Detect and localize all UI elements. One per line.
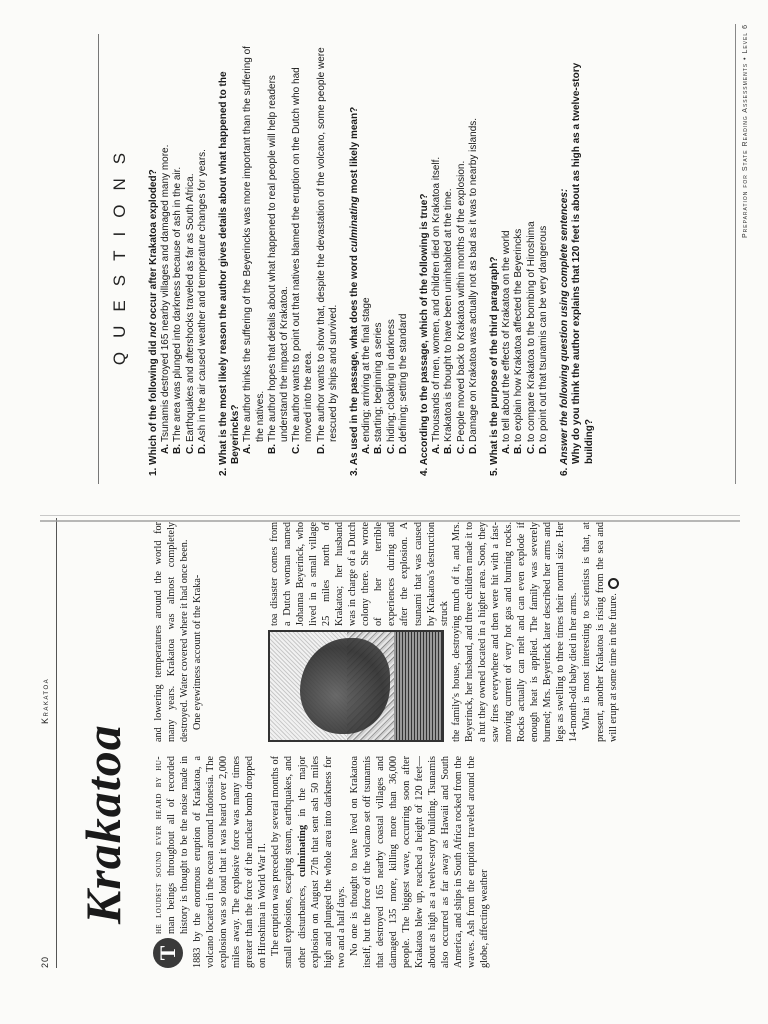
paragraph-2-end: in the major explosion on August 27th that sent ash 50 miles high and plunged the whole area into darkness for two and a half days. <box>296 755 347 968</box>
question-list <box>148 36 605 476</box>
answer-option[interactable]: C.Earthquakes and aftershocks traveled as far as South Africa. <box>184 173 196 454</box>
answer-option[interactable]: A.The author thinks the suffering of the Beyerincks was more important than the suffering of the natives. <box>242 46 266 454</box>
question-1 <box>148 36 209 476</box>
article-title: Krakatoa <box>75 724 131 924</box>
article-column-2-beside-photo <box>268 522 451 626</box>
article-column-2-top <box>152 522 204 742</box>
lead-in-smallcaps: he loudest sound ever heard by hu- <box>153 756 164 934</box>
answer-option[interactable]: A.Tsunamis destroyed 165 nearby villages and damaged many more. <box>160 144 172 454</box>
article-paragraph-2 <box>269 756 347 968</box>
answer-option[interactable]: D.to point out that tsunamis can be very dangerous <box>537 225 549 454</box>
question-2 <box>218 36 340 476</box>
answer-option[interactable]: C.The author wants to point out that natives blamed the eruption on the Dutch who had moved into the area. <box>291 67 315 454</box>
page-footer: Preparation for State Reading Assessments • Level 6 <box>742 24 749 239</box>
question-stem: 2. What is the most likely reason the author gives details about what happened to the Beyerincks? <box>218 71 242 476</box>
article-paragraph-3: No one is thought to have lived on Krakatoa itself, but the force of the volcano set off tsunamis that destroyed 165 nearby coastal villages and damaged 135 more, killing more than 36,000 people. The biggest wave, occurring soon after Krakatoa blew up, reached a height of 120 feet—about as high as a twelve-story building. Tsunamis also occurred as far away as Hawaii and South America, and ships in South Africa rocked from the waves. Ash from the eruption traveled around the globe, affecting weather <box>348 756 491 968</box>
article-column-1 <box>152 756 491 968</box>
question-stem: 4. According to the passage, which of the following is true? <box>419 193 431 476</box>
answer-option[interactable]: D.The author wants to show that, despite the devastation of the volcano, some people were rescued by ships and survived. <box>315 47 339 454</box>
paragraph-5-text: What is most interesting to scientists is that, at present, another Krakatoa is rising from the sea and will erupt at some time in the future. <box>581 522 619 742</box>
answer-option[interactable]: A.ending; arriving at the final stage <box>361 297 373 454</box>
end-of-article-icon <box>608 578 619 589</box>
paragraph-4-continued: toa disaster comes from a Dutch woman named Johanna Beyerinck, who lived in a small village 25 miles north of Krakatoa; her husband was in charge of a Dutch colony there. She wrote of her terrible experiences during and after the explosion. A tsunami that was caused by Krakatoa's destruction struck <box>269 522 450 626</box>
question-6 <box>559 36 596 476</box>
paragraph-4-end: the family's house, destroying much of it, and Mrs. Beyerinck, her husband, and three children made it to a hut they owned located in a higher area. Soon, they saw fires everywhere and then were hit with a fast-moving current of very hot gas and burning rocks. Rocks actually can melt and can even explode if enough heat is applied. The family was severely burned; Mrs. Beyerinck later described her arms and legs as swelling to three times their normal size. Her 14-month-old baby died in her arms. <box>451 522 580 742</box>
answer-option[interactable]: A.to tell about the effects of Krakatoa on the world <box>501 230 513 454</box>
question-3 <box>349 36 410 476</box>
running-head: Krakatoa <box>40 677 50 724</box>
paragraph-1-text: man beings throughout all of recorded history is thought to be the noise made in 1883 by the enormous eruption of Krakatoa, a volcano located in the ocean around Indonesia. The explosion was so loud that it was heard over 2,000 miles away. The explosive force was many times greater than the force of the nuclear bomb dropped on Hiroshima in World War II. <box>166 756 269 968</box>
answer-option[interactable]: B.The area was plunged into darkness because of ash in the air. <box>172 166 184 454</box>
answer-option[interactable]: B.The author hopes that details about what happened to real people will help readers understand the impact of Krakatoa. <box>266 75 291 454</box>
paragraph-2-start: The eruption was preceded by several months of small explosions, escaping steam, earthquakes, and other disturbances, <box>270 756 308 968</box>
answer-option[interactable]: D.Ash in the air caused weather and temperature changes for years. <box>196 149 208 454</box>
dropcap-letter: T <box>153 938 183 968</box>
question-4 <box>419 36 480 476</box>
volcano-eruption-photo <box>268 630 444 742</box>
paragraph-3-continued: and lowering temperatures around the world for many years. Krakatoa was almost completely destroyed. Water covered where it had once been. <box>153 522 191 742</box>
answer-option[interactable]: D.Damage on Krakatoa was actually not as bad as it was to nearby islands. <box>467 117 479 454</box>
photo-sea <box>394 632 442 740</box>
answer-option[interactable]: B.Krakatoa is thought to have been uninhabited at the time. <box>443 188 455 454</box>
article-paragraph-5 <box>580 522 619 742</box>
question-5 <box>489 36 550 476</box>
footer-rule <box>735 24 736 484</box>
question-stem: 1. Which of the following did not occur after Krakatoa exploded? <box>148 169 159 476</box>
article-column-2-bottom <box>450 522 620 742</box>
questions-header-rule <box>98 34 99 484</box>
article-paragraph-1 <box>152 756 269 968</box>
question-stem: 3. As used in the passage, what does the word culminating most likely mean? <box>349 106 361 476</box>
answer-option[interactable]: B.to explain how Krakatoa affected the Beyerincks <box>513 228 525 454</box>
page-gutter-shadow <box>40 515 740 516</box>
question-stem: 5. What is the purpose of the third paragraph? <box>489 256 501 476</box>
question-stem: 6. Answer the following question using complete sentences: Why do you think the author explains that 120 feet is about as high as a twelve-story building? <box>559 62 595 476</box>
header-rule <box>56 518 57 968</box>
answer-option[interactable]: A.Thousands of men, women, and children died on Krakatoa itself. <box>431 156 443 454</box>
answer-option[interactable]: C.to compare Krakatoa to the bombing of Hiroshima <box>525 221 537 454</box>
page-number: 20 <box>40 955 50 968</box>
answer-option[interactable]: C.hiding; cloaking in darkness <box>385 319 397 454</box>
vocab-word-culminating: culminating <box>296 824 308 878</box>
article-paragraph-4-start: One eyewitness account of the Kraka- <box>192 574 204 730</box>
answer-option[interactable]: B.starting; beginning a series <box>373 322 385 454</box>
page-gutter <box>40 520 740 522</box>
answer-option[interactable]: D.defining; setting the standard <box>397 313 409 454</box>
questions-heading: QUESTIONS <box>110 138 129 366</box>
answer-option[interactable]: C.People moved back to Krakatoa within months of the explosion. <box>455 160 467 454</box>
